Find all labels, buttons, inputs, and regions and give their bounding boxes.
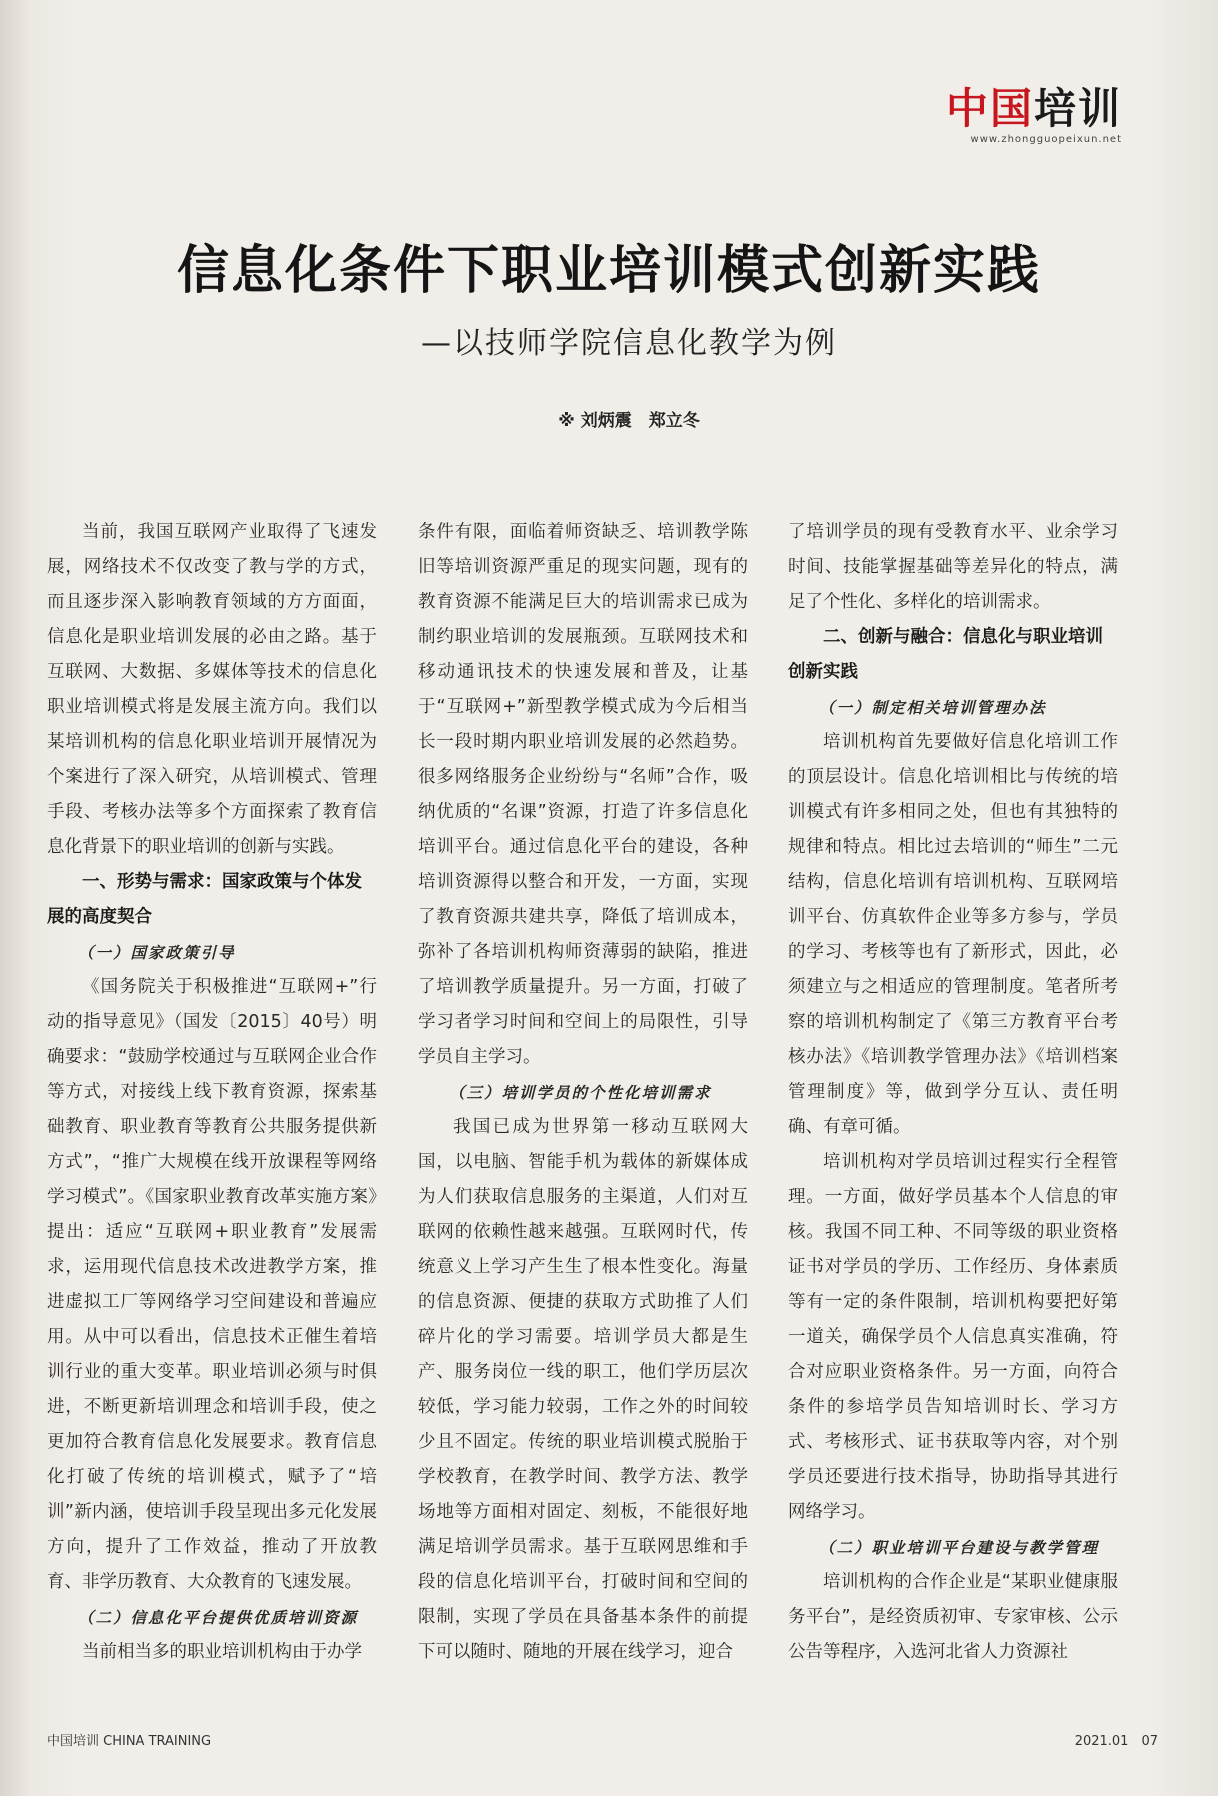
- subsection-heading: （二）信息化平台提供优质培训资源: [78, 1608, 359, 1627]
- paragraph: 当前相当多的职业培训机构由于办学: [82, 1642, 362, 1662]
- subsection-heading: （二）职业培训平台建设与教学管理: [819, 1538, 1100, 1557]
- logo-url: www.zhongguopeixun.net: [970, 134, 1122, 145]
- article-title: 信息化条件下职业培训模式创新实践: [176, 241, 1041, 301]
- subsection-heading: （一）制定相关培训管理办法: [819, 698, 1047, 717]
- article-authors: ※ 刘炳震 郑立冬: [558, 411, 700, 431]
- paragraph: 培训机构的合作企业是“某职业健康服务平台”，是经资质初审、专家审核、公示公告等程序，入选河北省人力资源社: [788, 1572, 1118, 1662]
- page-footer: [47, 1730, 1158, 1749]
- magazine-logo: [946, 86, 1122, 145]
- paragraph: 培训机构首先要做好信息化培训工作的顶层设计。信息化培训相比与传统的培训模式有许多相同之处，但也有其独特的规律和特点。相比过去培训的“师生”二元结构，信息化培训有培训机构、互联网培训平台、仿真软件企业等多方参与，学员的学习、考核等也有了新形式，因此，必须建立与之相适应的管理制度。笔者所考察的培训机构制定了《第三方教育平台考核办法》《培训教学管理办法》《培训档案管理制度》等，做到学分互认、责任明确、有章可循。: [788, 732, 1118, 1137]
- text-column-3: [788, 515, 1118, 1670]
- text-column-1: [47, 515, 377, 1670]
- section-heading: 二、创新与融合：信息化与职业培训创新实践: [788, 627, 1103, 682]
- footer-magazine-name: 中国培训 CHINA TRAINING: [47, 1734, 212, 1749]
- paragraph: 我国已成为世界第一移动互联网大国，以电脑、智能手机为载体的新媒体成为人们获取信息服务的主渠道，人们对互联网的依赖性越来越强。互联网时代，传统意义上学习产生生了根本性变化。海量的信息资源、便捷的获取方式助推了人们碎片化的学习需要。培训学员大都是生产、服务岗位一线的职工，他们学历层次较低，学习能力较弱，工作之外的时间较少且不固定。传统的职业培训模式脱胎于学校教育，在教学时间、教学方法、教学场地等方面相对固定、刻板，不能很好地满足培训学员需求。基于互联网思维和手段的信息化培训平台，打破时间和空间的限制，实现了学员在具备基本条件的前提下可以随时、随地的开展在线学习，迎合: [418, 1117, 748, 1662]
- paragraph: 培训机构对学员培训过程实行全程管理。一方面，做好学员基本个人信息的审核。我国不同工种、不同等级的职业资格证书对学员的学历、工作经历、身体素质等有一定的条件限制，培训机构要把好第一道关，确保学员个人信息真实准确，符合对应职业资格条件。另一方面，向符合条件的参培学员告知培训时长、学习方式、考核形式、证书获取等内容，对个别学员还要进行技术指导，协助指导其进行网络学习。: [788, 1152, 1118, 1522]
- paragraph: 条件有限，面临着师资缺乏、培训教学陈旧等培训资源严重足的现实问题，现有的教育资源不能满足巨大的培训需求已成为制约职业培训的发展瓶颈。互联网技术和移动通讯技术的快速发展和普及，让基于“互联网+”新型教学模式成为今后相当长一段时期内职业培训发展的必然趋势。很多网络服务企业纷纷与“名师”合作，吸纳优质的“名课”资源，打造了许多信息化培训平台。通过信息化平台的建设，各种培训资源得以整合和开发，一方面，实现了教育资源共建共享，降低了培训成本，弥补了各培训机构师资薄弱的缺陷，推进了培训教学质量提升。另一方面，打破了学习者学习时间和空间上的局限性，引导学员自主学习。: [418, 522, 748, 1067]
- text-column-2: [418, 515, 748, 1670]
- subsection-heading: （一）国家政策引导: [78, 943, 236, 962]
- paragraph: 《国务院关于积极推进“互联网+”行动的指导意见》（国发〔2015〕40号）明确要求：“鼓励学校通过与互联网企业合作等方式，对接线上线下教育资源，探索基础教育、职业教育等教育公共服务提供新方式”，“推广大规模在线开放课程等网络学习模式”。《国家职业教育改革实施方案》提出：适应“互联网+职业教育”发展需求，运用现代信息技术改进教学方案，推进虚拟工厂等网络学习空间建设和普遍应用。从中可以看出，信息技术正催生着培训行业的重大变革。职业培训必须与时俱进，不断更新培训理念和培训手段，使之更加符合教育信息化发展要求。教育信息化打破了传统的培训模式，赋予了“培训”新内涵，使培训手段呈现出多元化发展方向，提升了工作效益，推动了开放教育、非学历教育、大众教育的飞速发展。: [47, 977, 377, 1592]
- logo-wordmark: 中国培训: [945, 84, 1122, 133]
- subsection-heading: （三）培训学员的个性化培训需求: [449, 1083, 712, 1102]
- paragraph: 当前，我国互联网产业取得了飞速发展，网络技术不仅改变了教与学的方式，而且逐步深入影响教育领域的方方面面，信息化是职业培训发展的必由之路。基于互联网、大数据、多媒体等技术的信息化职业培训模式将是发展主流方向。我们以某培训机构的信息化职业培训开展情况为个案进行了深入研究，从培训模式、管理手段、考核办法等多个方面探索了教育信息化背景下的职业培训的创新与实践。: [47, 522, 377, 857]
- paragraph: 了培训学员的现有受教育水平、业余学习时间、技能掌握基础等差异化的特点，满足了个性化、多样化的培训需求。: [788, 522, 1118, 612]
- footer-issue-page: 2021.01 07: [1074, 1734, 1158, 1749]
- section-heading: 一、形势与需求：国家政策与个体发展的高度契合: [47, 872, 362, 927]
- article-subtitle: —以技师学院信息化教学为例: [421, 326, 837, 361]
